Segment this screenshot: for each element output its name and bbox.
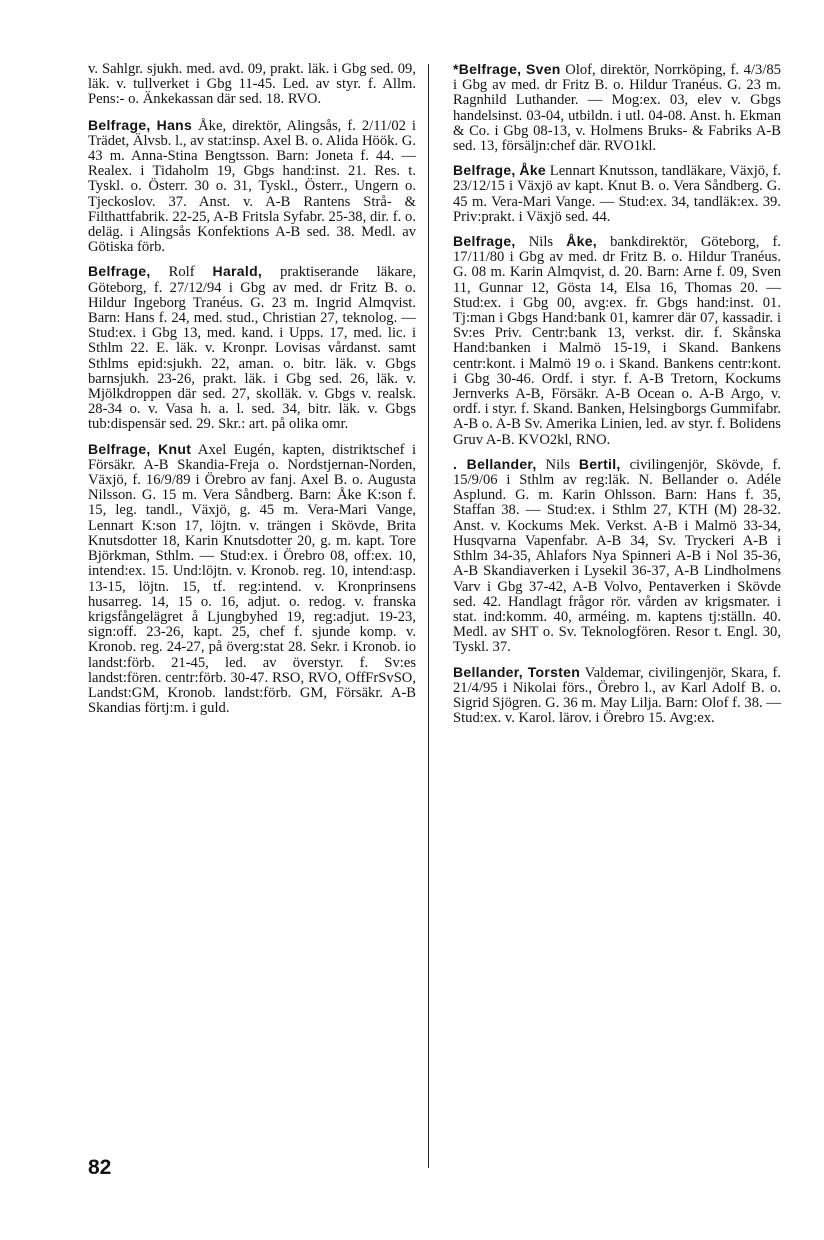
entry-belfrage-hans <box>88 118 416 256</box>
entry-text: civilingenjör, Skövde, f. 15/9/06 i Sthlm av reg:läk. N. Bellander o. Adéle Asplund. G. m. Karin Ohlsson. Barn: Hans f. 35, Staffan 38. — Stud:ex. i Sthlm 27, KTH (M) 28-32. Anst. v. Kockums Mek. Verkst. A-B i Malmö 33-34, Husqvarna Vapenfabr. A-B 34, Sv. Tryckeri A-B i Sthlm 34-35, Ahlafors Nya Spinneri A-B i Nol 35-36, A-B Skandiaverken i Lysekil 36-37, A-B Lindholmens Varv i Gbg 37-42, A-B Volvo, Pentaverken i Skövde sed. 42. Handlagt frågor rör. vården av krigsmater. i stat. ind:komm. 40, arméing. m. kaptens tj:ställn. 40. Medl. av SHT o. Sv. Teknologfören. Resor t. Engl. 30, Tyskl. 37. <box>453 456 782 656</box>
entry-bellander-torsten <box>453 665 781 727</box>
entry-belfrage-knut <box>88 442 416 717</box>
entry-given-name: Harald, <box>212 263 263 280</box>
entry-text: Olof, direktör, Norrköping, f. 4/3/85 i Gbg av med. dr Fritz B. o. Hildur Tranéus. G. 23 m. Ragnhild Luthander. — Mog:ex. 03, elev v. Gbgs handelsinst. 03-04, utbildn. i utl. 04-08. Anst. h. Ekman & Co. i Gbg 08-13, v. Holmens Bruks- & Fabriks A-B sed. 13, försäljn:chef där. RVO1kl. <box>453 62 781 155</box>
entry-text: Åke, direktör, Alingsås, f. 2/11/02 i Trädet, Älvsb. l., av stat:insp. Axel B. o. Alida Höök. G. 43 m. Anna-Stina Bengtsson. Barn: Joneta f. 44. — Realex. i Tidaholm 19, Gbgs hand:inst. 21. Res. t. Tyskl. o. Österr. 30 o. 31, Tyskl., Österr., Ungern o. Tjeckoslov. 37. Anst. v. A-B Rantens Strå- & Filthattfabrik. 22-25, A-B Fritsla Syfabr. 25-38, dir. f. o. deläg. i Alingsås Konfektions A-B sed. 38. Medl. av Götiska förb. <box>88 117 416 256</box>
entry-prefix-name: Nils <box>528 234 554 251</box>
entry-text: Valdemar, civilingenjör, Skara, f. 21/4/95 i Nikolai förs., Örebro l., av Karl Adolf B. o. Sigrid Sjögren. G. 36 m. May Lilja. Barn: Olof f. 38. — Stud:ex. v. Karol. lärov. i Örebro 15. Avg:ex. <box>453 664 782 727</box>
page-number: 82 <box>88 1156 112 1179</box>
entry-prefix-name: Rolf <box>168 264 195 281</box>
continuation-text: v. Sahlgr. sjukh. med. avd. 09, prakt. läk. i Gbg sed. 09, läk. v. tullverket i Gbg 11-45. Led. av styr. f. Allm. Pens:- o. Änkekassan där sed. 18. RVO. <box>88 61 416 108</box>
entry-given-name: Sven <box>525 61 561 77</box>
entry-given-name: Bertil, <box>578 455 621 472</box>
entry-surname: Belfrage, <box>88 116 151 133</box>
entry-surname: . Bellander, <box>453 455 537 472</box>
entry-surname: Belfrage, <box>88 263 151 280</box>
right-column <box>453 62 781 735</box>
entry-prefix-name: Nils <box>545 456 570 473</box>
column-divider <box>428 64 429 1168</box>
entry-given-name: Hans <box>156 116 193 133</box>
entry-belfrage-ake-lennart <box>453 163 781 225</box>
entry-given-name: Åke, <box>566 233 597 250</box>
entry-bellander-bertil <box>453 457 781 656</box>
entry-surname: Bellander, <box>453 663 523 680</box>
entry-given-name: Åke <box>519 162 546 179</box>
entry-text: bankdirektör, Göteborg, f. 17/11/80 i Gbg av med. dr Fritz B. o. Hildur Tranéus. G. 08 m. Karin Almqvist, d. 20. Barn: Arne f. 09, Sven 11, Gunnar 12, Gösta 14, Elsa 16, Thomas 20. — Stud:ex. i Gbg 00, avg:ex. fr. Gbgs hand:inst. 01. Tj:man i Gbgs Hand:bank 01, kamrer där 07, kassadir. i Sv:es Priv. Centr:bank 13, verkst. dir. f. Skånska Hand:banken i Malmö 15-19, i Skand. Bankens centr:kont. i Malmö 19 o. i Skand. Bankens centr:kont. i Gbg 30-46. Ordf. i styr. f. A-B Tretorn, Kockums Jernverks A-B, Försäkr. A-B Ocean o. A-B Argo, v. ordf. i styr. f. Skand. Banken, Helsingborgs Gummifabr. A-B o. A-B Sv. Amerika Linien, led. av styr. f. Bolidens Gruv A-B. KVO2kl, RNO. <box>453 234 781 448</box>
entry-surname: Belfrage, <box>88 440 151 457</box>
entry-given-name: Knut <box>158 440 192 457</box>
entry-surname: *Belfrage, <box>453 61 522 77</box>
entry-surname: Belfrage, <box>453 233 516 250</box>
entry-surname: Belfrage, <box>453 162 516 179</box>
entry-text: Axel Eugén, kapten, distriktschef i Försäkr. A-B Skandia-Freja o. Nordstjernan-Norden, Växjö, f. 16/9/89 i Örebro av fanj. Axel B. o. Augusta Nilsson. G. 15 m. Vera Såndberg. Barn: Åke K:son f. 15, leg. tandl., Växjö, g. 45 m. Vera-Mari Vange, Lennart K:son 17, löjtn. v. trängen i Skövde, Brita Knutsdotter 18, Karin Knutsdotter 20, g. m. kapt. Tore Björkman, Sthlm. — Stud:ex. i Örebro 08, off:ex. 10, intend:ex. 15. Und:löjtn. v. Kronob. reg. 10, intend:asp. 13-15, löjtn. 15, tf. reg:intend. v. Kronprinsens husarreg. 14, 15 o. 16, adjut. o. redog. v. franska krigsfångelägret å Ljungbyhed 19, reg:adjut. 19-23, sign:off. 23-26, kapt. 25, chef f. sjunde komp. v. Kronob. reg. 24-27, på överg:stat 28. Sekr. i Kronob. io landst:förb. 21-45, led. av överstyr. f. Sv:es landst:fören. centr:förb. 30-47. RSO, RVO, OffFrSvSO, Landst:GM, Kronob. landst:förb. GM, Försäkr. A-B Skandias förtj:m. i guld. <box>88 441 416 717</box>
entry-belfrage-sven <box>453 62 781 154</box>
entry-text: Lennart Knutsson, tandläkare, Växjö, f. 23/12/15 i Växjö av kapt. Knut B. o. Vera Såndberg. G. 45 m. Vera-Mari Vange. — Stud:ex. 34, tandläk:ex. 39. Priv:prakt. i Växjö sed. 44. <box>453 163 781 225</box>
entry-belfrage-harald <box>88 264 416 432</box>
entry-belfrage-nils-ake <box>453 234 781 448</box>
entry-given-name: Torsten <box>527 663 581 680</box>
left-column <box>88 62 416 725</box>
entry-text: praktiserande läkare, Göteborg, f. 27/12/94 i Gbg av med. dr Fritz B. o. Hildur Ingeborg Tranéus. G. 23 m. Ingrid Almqvist. Barn: Hans f. 24, med. stud., Christian 27, teknolog. — Stud:ex. i Gbg 13, med. kand. i Upps. 17, med. lic. i Sthlm 22. E. läk. v. Kronpr. Lovisas vårdanst. samt Sthlms epid:sjukh. 22, aman. o. bitr. läk. v. Gbgs barnsjukh. 23-26, prakt. läk. i Gbg sed. 26, läk. v. Mjölkdroppen där sed. 27, skolläk. v. Gbgs v. realsk. 28-34 o. v. Vasa h. a. l. sed. 34, bitr. läk. v. Gbgs tub:dispensär sed. 29. Skr.: art. på olika omr. <box>88 264 416 433</box>
